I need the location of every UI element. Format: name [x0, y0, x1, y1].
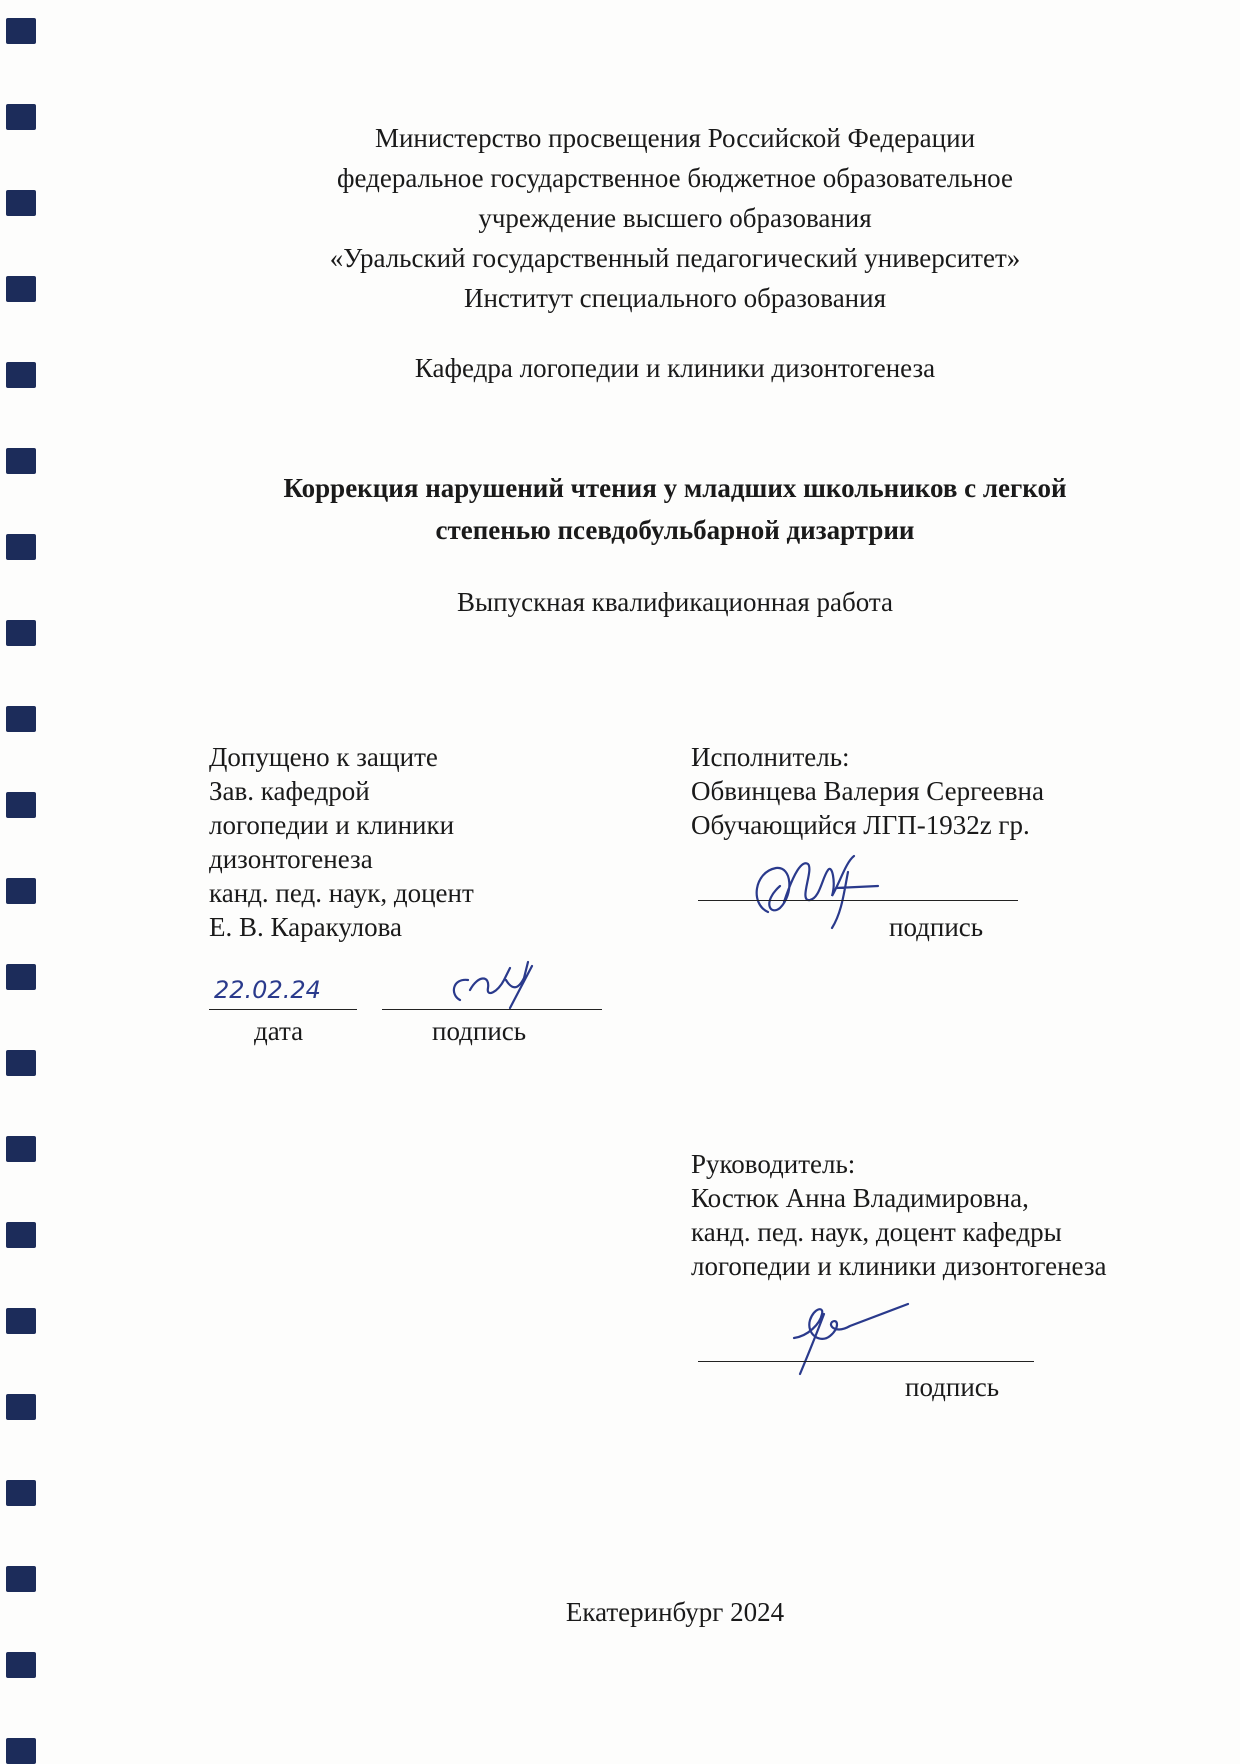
binding-hole [6, 362, 36, 388]
binding-hole [6, 964, 36, 990]
admission-line-5: канд. пед. наук, доцент [209, 878, 474, 908]
binding-hole [6, 792, 36, 818]
admission-line-4: дизонтогенеза [209, 844, 373, 874]
binding-hole [6, 1652, 36, 1678]
thesis-title [160, 467, 1190, 551]
binding-hole [6, 706, 36, 732]
author-signature-line [698, 900, 1018, 901]
binding-hole [6, 1050, 36, 1076]
supervisor-line-1: Руководитель: [691, 1149, 856, 1179]
binding-hole [6, 104, 36, 130]
binding-hole [6, 1222, 36, 1248]
binding-hole [6, 1136, 36, 1162]
department-name: Кафедра логопедии и клиники дизонтогенеза [414, 353, 936, 383]
binding-hole [6, 1738, 36, 1764]
admission-line-3: логопедии и клиники [209, 810, 455, 840]
supervisor-signature-icon [780, 1300, 920, 1380]
head-signature-label: подпись [432, 1016, 527, 1046]
header-line-education-level: учреждение высшего образования [478, 203, 872, 233]
supervisor-line-3: канд. пед. наук, доцент кафедры [691, 1217, 1062, 1247]
admission-line-1: Допущено к защите [209, 742, 438, 772]
binding-hole [6, 1308, 36, 1334]
binding-hole [6, 1480, 36, 1506]
date-line [209, 1009, 357, 1010]
binding-hole [6, 534, 36, 560]
binding-hole [6, 448, 36, 474]
author-block [691, 740, 1044, 842]
author-line-3: Обучающийся ЛГП-1932z гр. [691, 810, 1030, 840]
binding-hole [6, 1394, 36, 1420]
binding-hole [6, 1566, 36, 1592]
binding-hole [6, 190, 36, 216]
admission-date-handwritten: 22.02.24 [214, 976, 321, 1004]
admission-line-6: Е. В. Каракулова [209, 912, 403, 942]
author-line-1: Исполнитель: [691, 742, 850, 772]
header-line-institution-type: федеральное государственное бюджетное образовательное [336, 163, 1013, 193]
supervisor-signature-label: подпись [905, 1372, 1000, 1402]
supervisor-block [691, 1147, 1107, 1283]
author-signature-icon [740, 842, 890, 932]
work-type: Выпускная квалификационная работа [456, 587, 894, 617]
binding-hole [6, 18, 36, 44]
admission-block [209, 740, 474, 944]
supervisor-line-2: Костюк Анна Владимировна, [691, 1183, 1029, 1213]
header-line-institute: Институт специального образования [463, 283, 887, 313]
city-year: Екатеринбург 2024 [565, 1597, 785, 1627]
thesis-title-line-2: степенью псевдобульбарной дизартрии [435, 515, 915, 545]
institution-header [130, 118, 1220, 318]
head-signature-line [382, 1009, 602, 1010]
binding-hole [6, 276, 36, 302]
supervisor-signature-line [698, 1361, 1034, 1362]
supervisor-line-4: логопедии и клиники дизонтогенеза [691, 1251, 1107, 1281]
head-signature-icon [440, 960, 550, 1020]
binding-hole [6, 878, 36, 904]
admission-line-2: Зав. кафедрой [209, 776, 370, 806]
author-line-2: Обвинцева Валерия Сергеевна [691, 776, 1044, 806]
header-line-university: «Уральский государственный педагогический университет» [329, 243, 1021, 273]
binding-hole [6, 620, 36, 646]
thesis-title-line-1: Коррекция нарушений чтения у младших школьников с легкой [283, 473, 1067, 503]
header-line-ministry: Министерство просвещения Российской Федерации [374, 123, 976, 153]
author-signature-label: подпись [889, 912, 984, 942]
date-label: дата [254, 1016, 304, 1046]
binding-strip [0, 0, 60, 1754]
